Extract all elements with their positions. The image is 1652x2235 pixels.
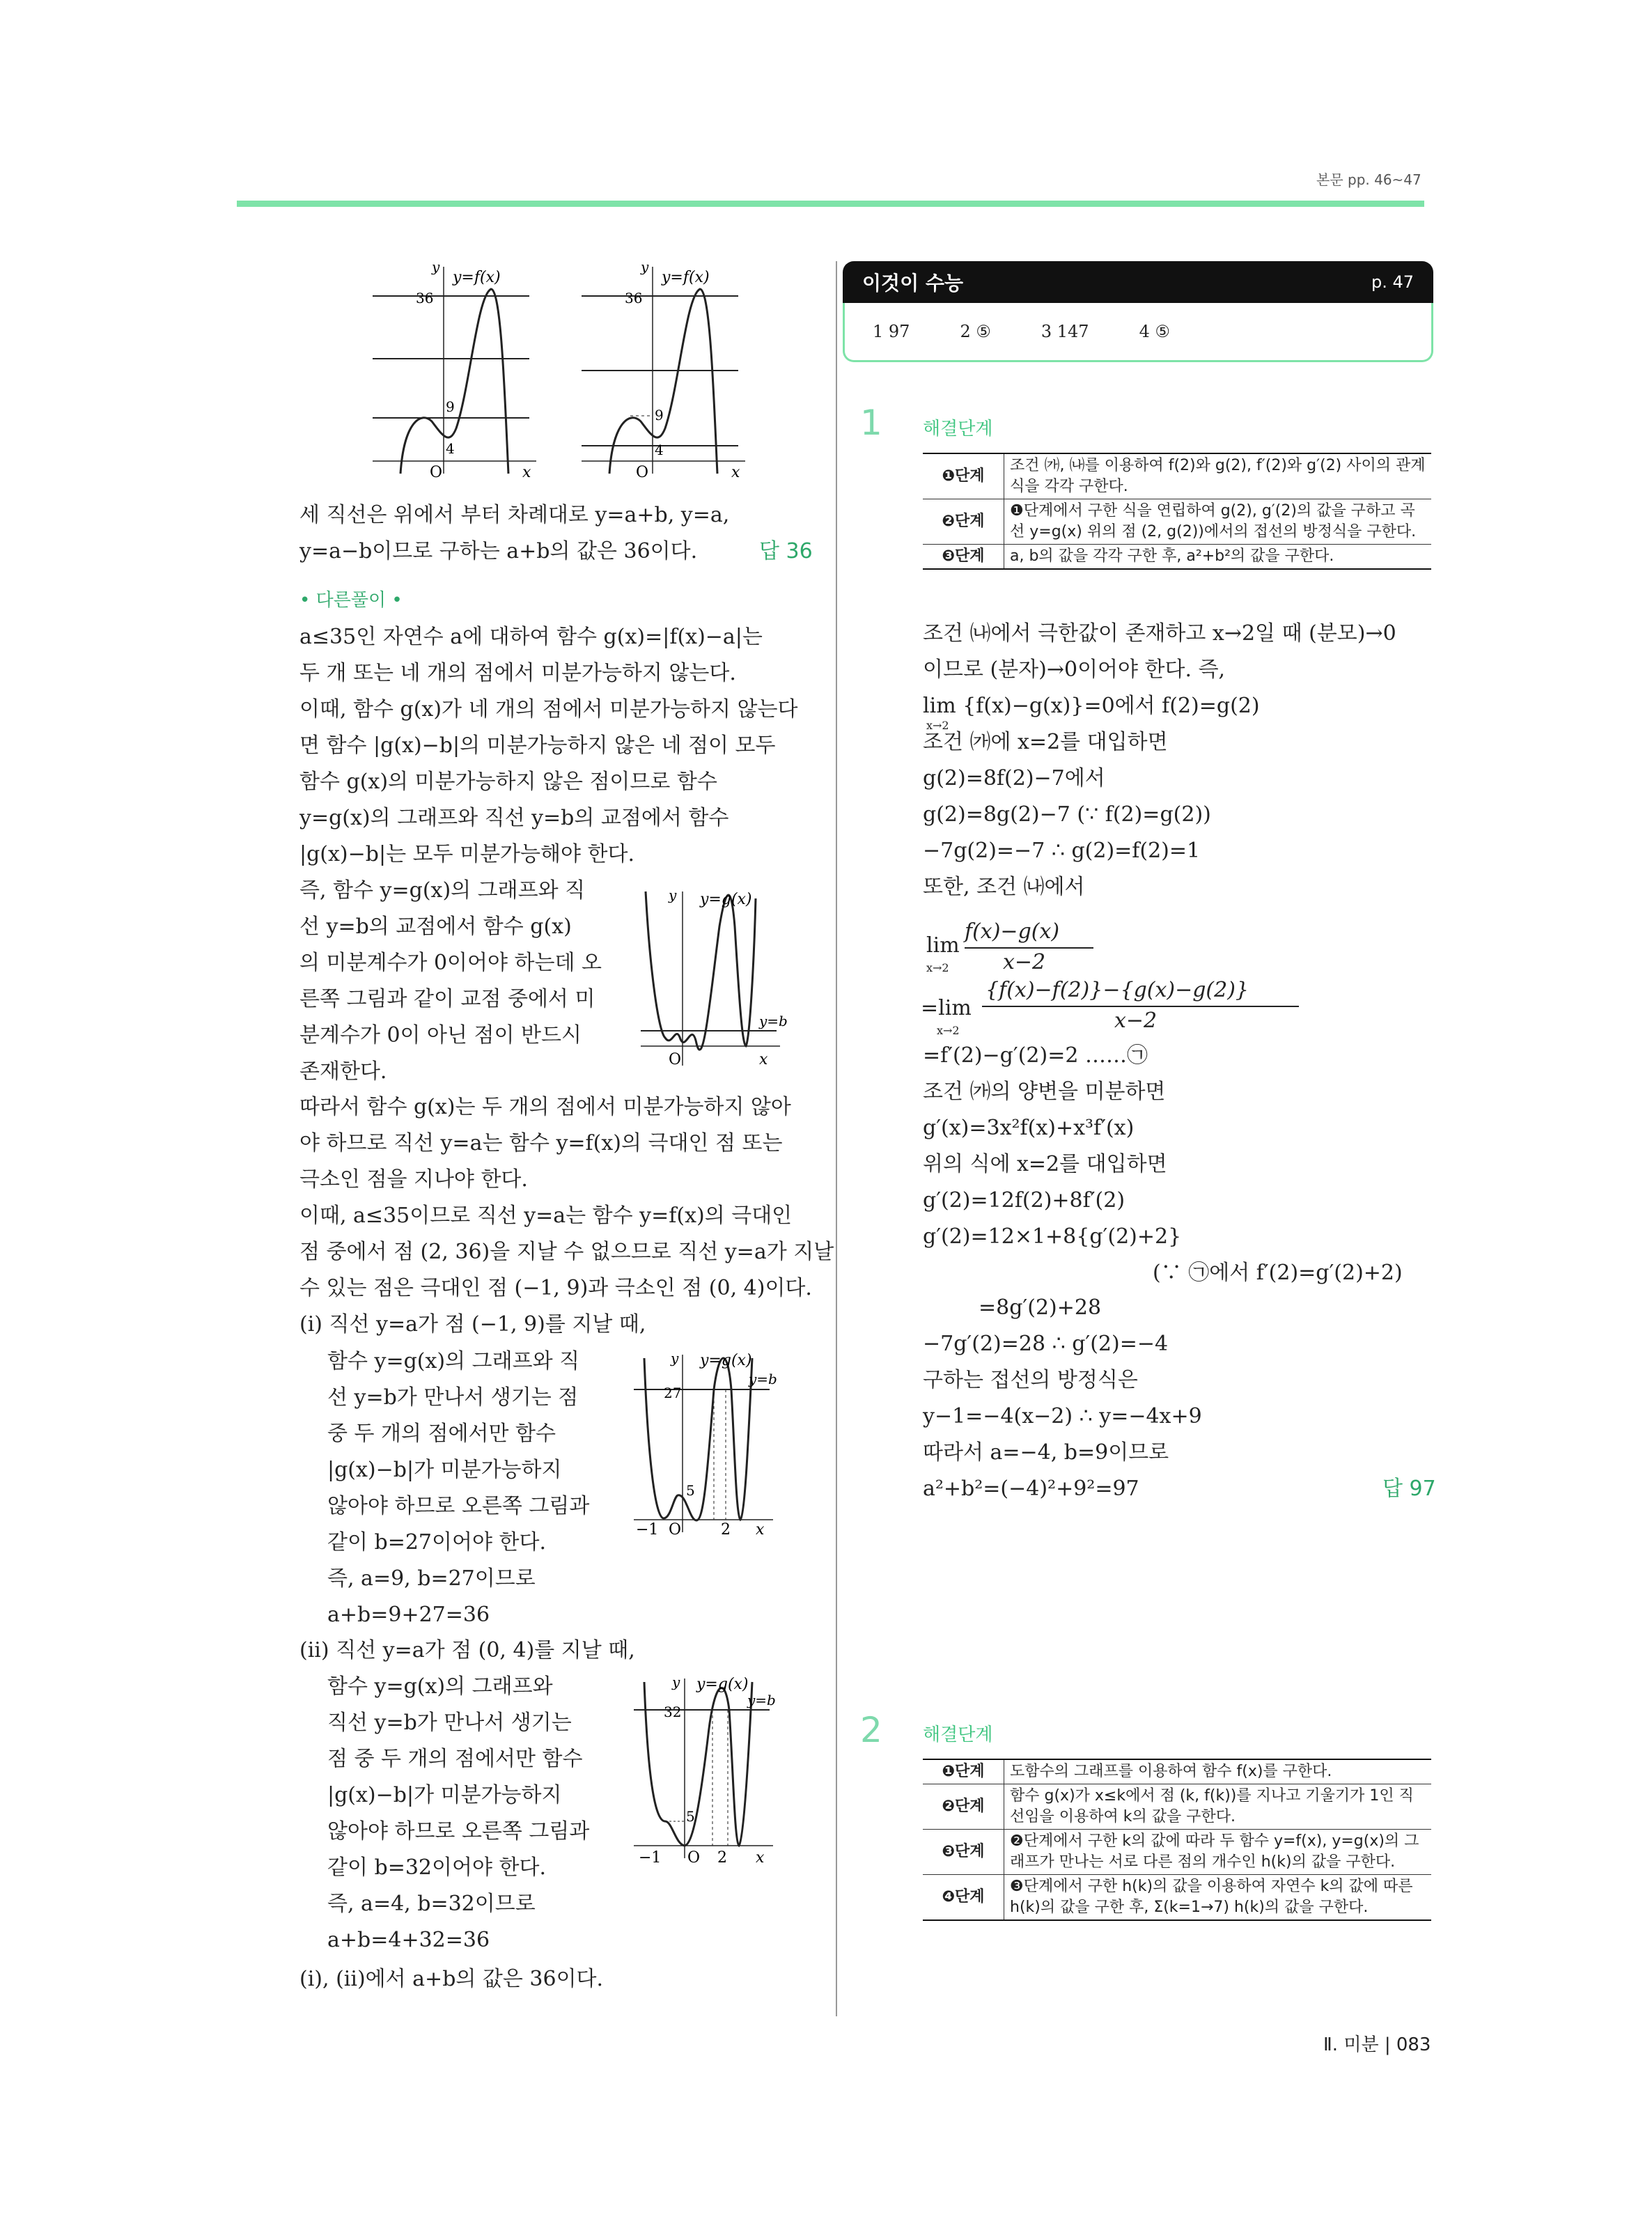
solution-line: −7g′(2)=28 ∴ g′(2)=−4 <box>923 1332 1169 1356</box>
answer-card-header <box>843 261 1433 303</box>
step-text: 도함수의 그래프를 이용하여 함수 f(x)를 구한다. <box>1004 1759 1432 1784</box>
case1-line: |g(x)−b|가 미분가능하지 <box>327 1458 562 1482</box>
case2-line: 점 중 두 개의 점에서만 함수 <box>327 1747 583 1771</box>
fraction-denominator: x−2 <box>1114 1009 1158 1033</box>
conclusion: (i), (ii)에서 a+b의 값은 36이다. <box>299 1967 604 1991</box>
solution-line: 조건 ㈏에서 극한값이 존재하고 x→2일 때 (분모)→0 <box>923 621 1396 646</box>
step-row <box>923 545 1431 570</box>
question-number-1: 1 <box>860 403 882 443</box>
x-axis-label: x <box>731 464 740 481</box>
case2-line: a+b=4+32=36 <box>327 1928 490 1952</box>
graph-f-three-lines-2 <box>575 261 756 484</box>
step-text: 조건 ㈎, ㈏를 이용하여 f(2)와 g(2), f′(2)와 g′(2) 사이의 관계식을 각각 구한다. <box>1004 453 1432 499</box>
alt-figure-line: 즉, 함수 y=g(x)의 그래프와 직 <box>299 878 586 903</box>
step-row <box>923 1759 1431 1784</box>
solution-steps-heading-1: 해결단계 <box>923 419 993 439</box>
graph-g-case-2 <box>630 1672 784 1867</box>
curve-label: y=g(x) <box>700 1352 752 1369</box>
case2-line: |g(x)−b|가 미분가능하지 <box>327 1783 562 1807</box>
lim-subscript: x→2 <box>937 1024 960 1037</box>
alt-line: a≤35인 자연수 a에 대하여 함수 g(x)=|f(x)−a|는 <box>299 625 763 649</box>
alt-figure-line: 분계수가 0이 아닌 점이 반드시 <box>299 1023 582 1048</box>
column-divider <box>836 261 837 2016</box>
tick-36: 36 <box>625 290 643 306</box>
graph-g-with-line-b <box>637 885 790 1080</box>
case2-line: 같이 b=32이어야 한다. <box>327 1855 546 1880</box>
solution-line: g′(x)=3x²f(x)+x³f′(x) <box>923 1116 1135 1140</box>
answer-item: 4 ⑤ <box>1139 322 1170 341</box>
header-rule <box>237 201 1424 207</box>
case2-line: 함수 y=g(x)의 그래프와 <box>327 1674 553 1699</box>
y-axis-label: y <box>669 887 677 903</box>
curve-label: y=f(x) <box>453 269 501 286</box>
case2-line: 않아야 하므로 오른쪽 그림과 <box>327 1819 590 1844</box>
tick-minus-1: −1 <box>639 1849 662 1867</box>
x-axis-label: x <box>756 1849 765 1867</box>
solution-line: g′(2)=12f(2)+8f′(2) <box>923 1188 1125 1213</box>
alt-line: 수 있는 점은 극대인 점 (−1, 9)과 극소인 점 (0, 4)이다. <box>299 1276 812 1300</box>
step-row <box>923 1784 1431 1830</box>
y-axis-label: y <box>671 1350 679 1366</box>
alt-line: 점 중에서 점 (2, 36)을 지날 수 없으므로 직선 y=a가 지날 <box>299 1240 834 1264</box>
case1-line: 함수 y=g(x)의 그래프와 직 <box>327 1349 580 1373</box>
solution-line: 따라서 a=−4, b=9이므로 <box>923 1440 1169 1465</box>
line-label: y=b <box>759 1013 788 1029</box>
y-axis-label: y <box>641 261 649 275</box>
case2-line: 즉, a=4, b=32이므로 <box>327 1892 536 1916</box>
tick-27: 27 <box>664 1385 682 1401</box>
solution-line: 구하는 접선의 방정식은 <box>923 1368 1138 1392</box>
step-label: ❷단계 <box>923 499 1004 545</box>
step-row <box>923 1830 1431 1875</box>
x-axis-label: x <box>759 1051 768 1068</box>
card-title: 이것이 수능 <box>862 272 963 295</box>
card-page: p. 47 <box>1371 272 1414 292</box>
alt-line: y=g(x)의 그래프와 직선 y=b의 교점에서 함수 <box>299 806 729 830</box>
solution-line: 조건 ㈎에 x=2를 대입하면 <box>923 730 1168 754</box>
step-text: 함수 g(x)가 x≤k에서 점 (k, f(k))를 지나고 기울기가 1인 직선임을 이용하여 k의 값을 구한다. <box>1004 1784 1432 1830</box>
step-text: a, b의 값을 각각 구한 후, a²+b²의 값을 구한다. <box>1004 545 1432 570</box>
x-axis-label: x <box>522 464 531 481</box>
question-number-2: 2 <box>860 1710 882 1750</box>
solution-line: y−1=−4(x−2) ∴ y=−4x+9 <box>923 1404 1202 1428</box>
step-label: ❷단계 <box>923 1784 1004 1830</box>
line-label: y=b <box>749 1371 777 1387</box>
step-text: ❷단계에서 구한 k의 값에 따라 두 함수 y=f(x), y=g(x)의 그래프가 만나는 서로 다른 점의 개수인 h(k)의 값을 구한다. <box>1004 1830 1432 1875</box>
step-table-2 <box>923 1759 1431 1921</box>
intro-line-1: 세 직선은 위에서 부터 차례대로 y=a+b, y=a, <box>299 503 730 527</box>
answer-item: 1 97 <box>873 322 910 341</box>
step-row <box>923 453 1431 499</box>
graph-f-three-lines-1 <box>366 261 547 484</box>
tick-2: 2 <box>721 1521 731 1539</box>
tick-4: 4 <box>446 440 455 457</box>
origin-label: O <box>687 1849 701 1867</box>
alt-line: 면 함수 |g(x)−b|의 미분가능하지 않은 네 점이 모두 <box>299 733 776 758</box>
case1-line: a+b=9+27=36 <box>327 1603 490 1627</box>
answer-badge: 답 36 <box>759 539 813 563</box>
alt-line: 이때, a≤35이므로 직선 y=a는 함수 y=f(x)의 극대인 <box>299 1204 793 1228</box>
tick-32: 32 <box>664 1704 682 1720</box>
graph-g-case-1 <box>630 1348 784 1543</box>
origin-label: O <box>669 1051 682 1068</box>
step-text: ❶단계에서 구한 식을 연립하여 g(2), g′(2)의 값을 구하고 곡선 y=g(x) 위의 점 (2, g(2))에서의 접선의 방정식을 구한다. <box>1004 499 1432 545</box>
case1-line: 같이 b=27이어야 한다. <box>327 1530 546 1555</box>
intro-line-2: y=a−b이므로 구하는 a+b의 값은 36이다. <box>299 539 698 563</box>
lim-subscript: x→2 <box>926 961 949 974</box>
tick-2: 2 <box>717 1849 727 1867</box>
page-reference: 본문 pp. 46~47 <box>1316 171 1421 188</box>
solution-line: g(2)=8f(2)−7에서 <box>923 766 1105 791</box>
fraction-numerator: {f(x)−f(2)}−{g(x)−g(2)} <box>985 978 1249 1002</box>
step-label: ❶단계 <box>923 453 1004 499</box>
origin-label: O <box>669 1521 682 1539</box>
case1-line: 선 y=b가 만나서 생기는 점 <box>327 1385 579 1410</box>
answer-item: 2 ⑤ <box>960 322 991 341</box>
lim-subscript: x→2 <box>926 719 949 732</box>
y-axis-label: y <box>672 1674 680 1690</box>
alt-figure-line: 의 미분계수가 0이어야 하는데 오 <box>299 951 602 975</box>
because-note: (∵ ㉠에서 f′(2)=g′(2)+2) <box>1153 1261 1403 1285</box>
curve-label: y=g(x) <box>696 1676 749 1693</box>
solution-line: −7g(2)=−7 ∴ g(2)=f(2)=1 <box>923 839 1201 863</box>
case2-line: 직선 y=b가 만나서 생기는 <box>327 1711 572 1735</box>
tick-4: 4 <box>655 442 664 458</box>
case1-line: 중 두 개의 점에서만 함수 <box>327 1422 556 1446</box>
answer-list <box>843 303 1433 362</box>
case2-heading: (ii) 직선 y=a가 점 (0, 4)를 지날 때, <box>299 1638 635 1662</box>
lim-word: lim <box>926 933 960 958</box>
alt-line: 따라서 함수 g(x)는 두 개의 점에서 미분가능하지 않아 <box>299 1095 791 1119</box>
line-label: y=b <box>747 1692 776 1708</box>
tick-36: 36 <box>416 290 434 306</box>
lim-word: =lim <box>921 996 972 1020</box>
alt-line: 야 하므로 직선 y=a는 함수 y=f(x)의 극대인 점 또는 <box>299 1131 783 1155</box>
curve-label: y=g(x) <box>700 891 752 908</box>
alt-line: 함수 g(x)의 미분가능하지 않은 점이므로 함수 <box>299 770 717 794</box>
origin-label: O <box>636 464 649 481</box>
solution-line: g(2)=8g(2)−7 (∵ f(2)=g(2)) <box>923 802 1211 827</box>
solution-steps-heading-2: 해결단계 <box>923 1724 993 1745</box>
alt-line: 극소인 점을 지나야 한다. <box>299 1167 528 1192</box>
alt-solution-heading: • 다른풀이 • <box>299 590 403 611</box>
step-label: ❸단계 <box>923 545 1004 570</box>
solution-line: =8g′(2)+28 <box>979 1295 1102 1320</box>
tick-5: 5 <box>686 1808 695 1825</box>
case1-line: 않아야 하므로 오른쪽 그림과 <box>327 1494 590 1518</box>
step-row <box>923 499 1431 545</box>
curve-label: y=f(x) <box>662 269 710 286</box>
solution-line: 위의 식에 x=2를 대입하면 <box>923 1152 1167 1176</box>
alt-line: (i) 직선 y=a가 점 (−1, 9)를 지날 때, <box>299 1312 646 1337</box>
fraction-numerator: f(x)−g(x) <box>965 919 1060 944</box>
step-text: ❸단계에서 구한 h(k)의 값을 이용하여 자연수 k의 값에 따른 h(k)의 값을 구한 후, Σ(k=1→7) h(k)의 값을 구한다. <box>1004 1875 1432 1921</box>
origin-label: O <box>430 464 443 481</box>
answer-item: 3 147 <box>1041 322 1089 341</box>
fraction-denominator: x−2 <box>1003 950 1046 974</box>
answer-badge: 답 97 <box>1382 1477 1436 1501</box>
alt-figure-line: 선 y=b의 교점에서 함수 g(x) <box>299 914 572 939</box>
step-row <box>923 1875 1431 1921</box>
step-label: ❹단계 <box>923 1875 1004 1921</box>
case1-line: 즉, a=9, b=27이므로 <box>327 1566 536 1591</box>
tick-9: 9 <box>446 398 455 415</box>
alt-line: |g(x)−b|는 모두 미분가능해야 한다. <box>299 842 635 866</box>
solution-line: lim {f(x)−g(x)}=0에서 f(2)=g(2) <box>923 694 1260 718</box>
page-footer: Ⅱ. 미분 | 083 <box>1323 2034 1431 2055</box>
solution-line: 또한, 조건 ㈏에서 <box>923 875 1085 899</box>
step-table-1 <box>923 453 1431 570</box>
tick-5: 5 <box>686 1482 695 1499</box>
solution-line: g′(2)=12×1+8{g′(2)+2} <box>923 1224 1182 1249</box>
step-label: ❶단계 <box>923 1759 1004 1784</box>
solution-line: 조건 ㈎의 양변을 미분하면 <box>923 1080 1166 1104</box>
step-label: ❸단계 <box>923 1830 1004 1875</box>
alt-line: 이때, 함수 g(x)가 네 개의 점에서 미분가능하지 않는다 <box>299 697 798 722</box>
alt-line: 두 개 또는 네 개의 점에서 미분가능하지 않는다. <box>299 661 736 685</box>
alt-figure-line: 존재한다. <box>299 1059 387 1084</box>
y-axis-label: y <box>432 261 440 275</box>
answer-card <box>843 261 1433 362</box>
solution-line: 이므로 (분자)→0이어야 한다. 즉, <box>923 657 1226 682</box>
tick-minus-1: −1 <box>636 1521 659 1539</box>
x-axis-label: x <box>756 1521 765 1539</box>
solution-line: =f′(2)−g′(2)=2 ……㉠ <box>923 1043 1148 1068</box>
tick-9: 9 <box>655 407 664 423</box>
solution-line: a²+b²=(−4)²+9²=97 <box>923 1477 1139 1501</box>
alt-figure-line: 른쪽 그림과 같이 교점 중에서 미 <box>299 987 595 1011</box>
